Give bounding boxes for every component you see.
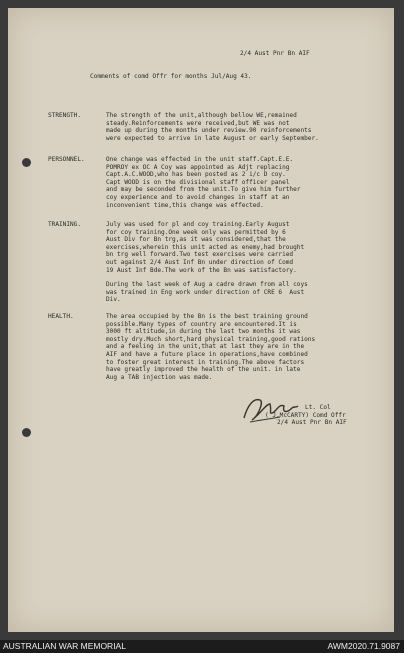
section-label-personnel: PERSONNEL. [48,156,85,163]
punch-hole [22,158,31,167]
signature-name: ( J.McCARTY) Comd Offr [265,411,346,419]
unit-header: 2/4 Aust Pnr Bn AIF [240,50,310,57]
section-body-strength: The strength of the unit,although bellow WE,remained steady.Reinforcements were received,but WE was not made up during the months under review.90 reinforcements were expected to arrive in late August or early September. [106,112,319,142]
signature-rank: Lt. Col [305,404,331,411]
signature-unit: 2/4 Aust Pnr Bn AIF [277,419,347,427]
section-body-training: July was used for pl and coy training.Early August for coy training.One week only was permitted by 6 Aust Div for Bn trg,as it was considered,that the exercises,wherein this unit acted as enemy,had brought bn trg well forward.Two test exercises were carried out against 2/4 Aust Inf Bn under direction of Comd 19 Aust Inf Bde.The work of the Bn was satisfactory. [106,221,305,274]
punch-hole [22,428,31,437]
section-body-personnel: One change was effected in the unit staff.Capt.E.E. POMROY ex OC A Coy was appointed as Adjt replacing Capt.A.C.WOOD,who has been posted as 2 i/c D coy. Capt WOOD is on the divisional staff officer panel and may be seconded from the unit.To give him further coy experience and to avoid changes in staff at an inconvenient time,this change was effected. [106,156,301,209]
section-label-strength: STRENGTH. [48,112,82,119]
footer-bar [0,640,404,653]
section-body-health: The area occupied by the Bn is the best training ground possible.Many types of country are encountered.It is 3000 ft altitude,in during the last two months it was mostly dry.Much short,hard physical training,good rations and a feeling in the unit,that at last they are in the AIF and have a future place in operations,have combined to foster great interest in training.The above factors have greatly improved the health of the unit. in late Aug a TAB injection was made. [106,313,316,381]
section-body-training-cadre: During the last week of Aug a cadre drawn from all coys was trained in Eng work under direction of CRE 6 Aust Div. [106,281,308,304]
section-label-health: HEALTH. [48,313,74,320]
footer-accession-number: AWM2020.71.9087 [327,641,400,651]
document-title: Comments of comd Offr for months Jul/Aug 43. [90,73,252,80]
signature-block [265,404,347,427]
section-label-training: TRAINING. [48,221,82,228]
footer-institution: AUSTRALIAN WAR MEMORIAL [3,641,126,651]
